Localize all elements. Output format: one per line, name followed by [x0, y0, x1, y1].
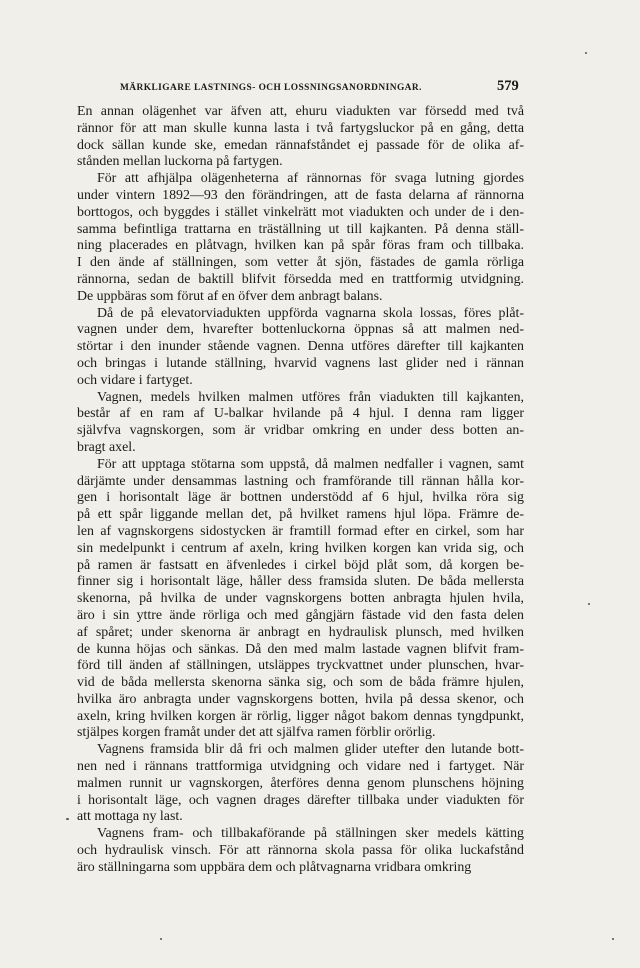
- text-line: sin medelpunkt i centrum af axeln, kring hvilken korgen kan vrida sig, och: [77, 540, 524, 556]
- text-line: hvilka äro anbragta under vagnskorgens botten, hvila på dessa skenor, och: [77, 691, 524, 707]
- text-line: stjälpes korgen framåt under det att själfva ramen förblir orörlig.: [77, 725, 436, 741]
- text-line: de kunna höjas och sänkas. Då den med malm lastade vagnen blifvit fram-: [77, 641, 524, 657]
- text-line: Då de på elevatorviadukten uppförda vagnarna skola lossas, föres plåt-: [97, 305, 524, 321]
- text-line: under vintern 1892—93 den förändringen, att de fasta delarna af rännorna: [77, 187, 524, 203]
- text-line: störtar i den inunder stående vagnen. Denna utföres därefter till kajkanten: [77, 339, 524, 355]
- text-line: och hydraulisk vinsch. För att rännorna skola passa för olika luckafstånd: [77, 843, 524, 859]
- text-line: att mottaga ny last.: [77, 809, 183, 825]
- text-line: ning placerades en plåtvagn, hvilken kan på spår föras fram och tillbaka.: [77, 238, 524, 254]
- text-line: borttogos, och byggdes i stället vinkelrätt mot viadukten och under de i den-: [77, 204, 524, 220]
- paragraph: [77, 742, 524, 826]
- text-line: består af en ram af U-balkar hvilande på 4 hjul. I denna ram ligger: [77, 406, 524, 422]
- paragraph: [77, 104, 524, 171]
- text-line: och vidare i fartyget.: [77, 372, 193, 388]
- text-line: Vagnen, medels hvilken malmen utföres från viadukten till kajkanten,: [97, 389, 524, 405]
- text-line: vagnen under dem, hvarefter bottenluckorna öppnas så att malmen ned-: [77, 322, 524, 338]
- text-line: på ett spår liggande mellan det, på hvilket ramens hjul löpa. Främre de-: [77, 507, 524, 523]
- scan-speck: [588, 603, 590, 605]
- text-line: dock sällan kunde ske, emedan rännafståndet ej passade för de olika af-: [77, 137, 524, 153]
- scan-speck: [66, 818, 69, 820]
- text-line: stånden mellan luckorna på fartygen.: [77, 154, 283, 170]
- text-line: vid de båda mellersta skenorna sänka sig, och som de båda främre hjulen,: [77, 675, 524, 691]
- text-line: nen ned i rännans trattformiga utvidgning och vidare ned i fartyget. När: [77, 759, 524, 775]
- text-line: malmen runnit ur vagnskorgen, återföres denna genom plunschens höjning: [77, 775, 524, 791]
- text-line: En annan olägenhet var äfven att, ehuru viadukten var försedd med två: [77, 104, 524, 119]
- scan-speck: [612, 938, 614, 940]
- text-line: len af vagnskorgens sidostycken är framtill formad efter en cirkel, som har: [77, 523, 524, 539]
- paragraph: [77, 390, 524, 457]
- text-line: För att upptaga stötarna som uppstå, då malmen nedfaller i vagnen, samt: [97, 456, 524, 472]
- text-line: rännorna, sedan de baktill blifvit försedda med en trattformig utvidgning.: [77, 271, 524, 287]
- paragraph: [77, 171, 524, 305]
- scan-speck: [160, 938, 162, 940]
- text-line: bragt axel.: [77, 439, 136, 455]
- text-line: äro i sin yttre ände rörliga och med gångjärn fästade vid den fasta delen: [77, 607, 524, 623]
- text-line: finner sig i horisontalt läge, håller dess framsida sluten. De båda mellersta: [77, 574, 524, 590]
- text-line: rännor för att man skulle kunna lasta i två fartygsluckor på en gång, detta: [77, 120, 524, 136]
- text-line: skenorna, på hvilka de under vagnskorgens botten anbragta hjulen hvila,: [77, 591, 524, 607]
- running-head: MÄRKLIGARE LASTNINGS- OCH LOSSNINGSANORDNINGAR.: [120, 83, 422, 93]
- text-line: samma befintliga trattarna en träställning ut till kajkanten. På denna ställ-: [77, 221, 524, 237]
- text-line: på ramen är fastsatt en äfvenledes i cirkel böjd plåt som, då korgen be-: [77, 557, 524, 573]
- text-line: axeln, kring hvilken korgen är rörlig, ligger något bakom dennas tyngdpunkt,: [77, 708, 524, 724]
- paragraph: [77, 306, 524, 390]
- text-line: självfva vagnskorgen, som är vridbar omkring en under dess botten an-: [77, 423, 524, 439]
- paragraph: [77, 826, 524, 876]
- text-line: De uppbäras som förut af en öfver dem anbragt balans.: [77, 288, 383, 304]
- paragraph: [77, 457, 524, 743]
- text-line: Vagnens fram- och tillbakaförande på ställningen sker medels kätting: [97, 826, 524, 842]
- text-line: därjämte under densammas lastning och framförande till rännan hålla kor-: [77, 473, 524, 489]
- text-line: Vagnens framsida blir då fri och malmen glider utefter den lutande bott-: [97, 742, 524, 758]
- text-line: och bringas i lutande ställning, hvarvid vagnens last glider ned i rännan: [77, 355, 524, 371]
- text-line: äro ställningarna som uppbära dem och plåtvagnarna vridbara omkring: [77, 859, 472, 875]
- text-line: gen i horisontalt läge är bottnen understödd af 6 hjul, hvilka röra sig: [77, 490, 524, 506]
- text-line: I den ände af ställningen, som vetter åt sjön, fästades de gamla rörliga: [77, 255, 524, 271]
- body-text: [77, 104, 524, 877]
- text-line: i horisontalt läge, och vagnen drages därefter tillbaka under viadukten för: [77, 792, 524, 808]
- text-line: förd till änden af ställningen, utsläppes tryckvattnet under plunschen, hvar-: [77, 658, 524, 674]
- scan-speck: [585, 52, 587, 54]
- page-number: 579: [497, 78, 519, 94]
- text-line: För att afhjälpa olägenheterna af rännornas för svaga lutning gjordes: [97, 171, 524, 187]
- text-line: af spåret; under skenorna är anbragt en hydraulisk plunsch, med hvilken: [77, 624, 524, 640]
